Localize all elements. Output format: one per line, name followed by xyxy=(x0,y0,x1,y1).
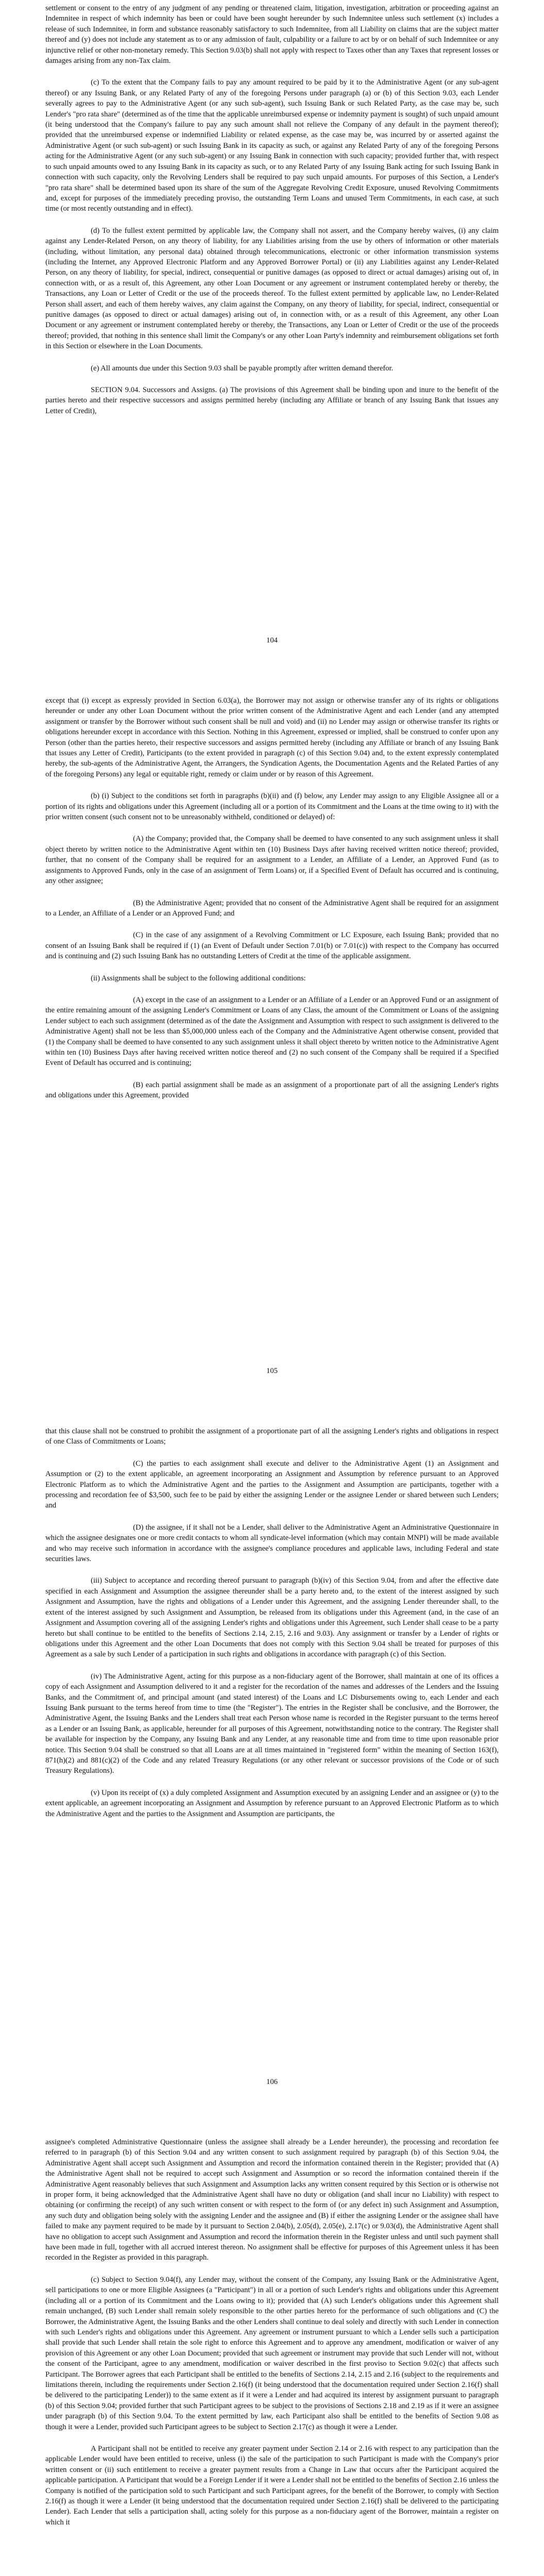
paragraph: assignee's completed Administrative Questionnaire (unless the assignee shall already be a Lender hereunder), the processing and recordation fee referred to in paragraph (b) of this Section 9.04 and any written consent to such assignment required by paragraph (b) of this Section 9.04, the Administrative Agent shall accept such Assignment and Assumption and record the information contained therein in the Register; provided that (A) the Administrative Agent shall not be required to accept such Assignment and Assumption or so record the information contained therein if the Administrative Agent reasonably believes that such Assignment and Assumption lacks any written consent required by this Section or is otherwise not in proper form, it being acknowledged that the Administrative Agent shall have no duty or obligation (and shall incur no Liability) with respect to obtaining (or confirming the receipt) of any such written consent or with respect to the form of (or any defect in) such Assignment and Assumption, any such duty and obligation being solely with the assigning Lender and the assignee and (B) if either the assigning Lender or the assignee shall have failed to make any payment required to be made by it pursuant to Section 2.04(b), 2.05(d), 2.05(e), 2.17(c) or 9.03(d), the Administrative Agent shall have no obligation to accept such Assignment and Assumption and record the information therein in the Register unless and until such payment shall have been made in full, together with all accrued interest thereon. No assignment shall be effective for purposes of this Agreement unless it has been recorded in the Register as provided in this paragraph. xyxy=(45,2138,499,2262)
page-number: 106 xyxy=(266,2078,278,2086)
page-107 xyxy=(0,2106,544,2576)
paragraph: (D) the assignee, if it shall not be a Lender, shall deliver to the Administrative Agent an Administrative Questionnaire in which the assignee designates one or more credit contacts to whom all syndicate-level information (which may contain MNPI) will be made available and who may receive such information in accordance with the assignee's compliance procedures and applicable laws, including Federal and state securities laws. xyxy=(45,1523,499,1564)
page-104 xyxy=(0,0,544,665)
paragraph: (C) in the case of any assignment of a Revolving Commitment or LC Exposure, each Issuing Bank; provided that no consent of an Issuing Bank shall be required if (1) (an Event of Default under Section 7.01(b) or 7.01(c)) with respect to the Company has occurred and is continuing and (2) such Issuing Bank has no outstanding Letters of Credit at the time of the applicable assignment. xyxy=(45,931,499,961)
paragraph: (c) To the extent that the Company fails to pay any amount required to be paid by it to the Administrative Agent (or any sub-agent thereof) or any Issuing Bank, or any Related Party of any of the foregoing Persons under paragraph (a) or (b) of this Section 9.03, each Lender severally agrees to pay to the Administrative Agent (or any such sub-agent), such Issuing Bank or such Related Party, as the case may be, such Lender's "pro rata share" (determined as of the time that the applicable unreimbursed expense or indemnity payment is sought) of such unpaid amount (it being understood that the Company's failure to pay any such amount shall not relieve the Company of any default in the payment thereof); provided that the unreimbursed expense or indemnified Liability or related expense, as the case may be, was incurred by or asserted against the Administrative Agent (or such sub-agent) or such Issuing Bank in its capacity as such, or against any Related Party of any of the foregoing Persons acting for the Administrative Agent (or any such sub-agent) or any Issuing Bank in connection with such capacity; provided further that, with respect to such unpaid amounts owed to any Issuing Bank in its capacity as such, or to any Related Party of any Issuing Bank acting for such Issuing Bank in connection with such capacity, only the Revolving Lenders shall be required to pay such unpaid amounts. For purposes of this Section, a Lender's "pro rata share" shall be determined based upon its share of the sum of the Aggregate Revolving Credit Exposure, unused Revolving Commitments and, except for purposes of the immediately preceding proviso, the outstanding Term Loans and unused Term Commitments, in each case, at such time (or most recently outstanding and in effect). xyxy=(45,78,499,213)
paragraph: (iii) Subject to acceptance and recording thereof pursuant to paragraph (b)(iv) of this Section 9.04, from and after the effective date specified in each Assignment and Assumption the assignee thereunder shall be a party hereto and, to the extent of the interest assigned by such Assignment and Assumption, have the rights and obligations of a Lender under this Agreement, and the assigning Lender thereunder shall, to the extent of the interest assigned by such Assignment and Assumption, be released from its obligations under this Agreement (and, in the case of an Assignment and Assumption covering all of the assigning Lender's rights and obligations under this Agreement, such Lender shall cease to be a party hereto but shall continue to be entitled to the benefits of Sections 2.14, 2.15, 2.16 and 9.03). Any assignment or transfer by a Lender of rights or obligations under this Agreement and the other Loan Documents that does not comply with this Section 9.04 shall be treated for purposes of this Agreement as a sale by such Lender of a participation in such rights and obligations in accordance with paragraph (c) of this Section. xyxy=(45,1577,499,1659)
paragraph: settlement or consent to the entry of any judgment of any pending or threatened claim, litigation, investigation, arbitration or proceeding against an Indemnitee in respect of which indemnity has been or could have been sought hereunder by such Indemnitee unless such settlement (x) includes a release of such Indemnitee, in form and substance reasonably satisfactory to such Indemnitee, from all Liability on claims that are the subject matter thereof and (y) does not include any statement as to or any admission of fault, culpability or a failure to act by or on behalf of such Indemnitee or any injunctive relief or other non-monetary remedy. This Section 9.03(b) shall not apply with respect to Taxes other than any Taxes that represent losses or damages arising from any non-Tax claim. xyxy=(45,4,499,65)
paragraph: (d) To the fullest extent permitted by applicable law, the Company shall not assert, and the Company hereby waives, (i) any claim against any Lender-Related Person, on any theory of liability, for any Liabilities arising from the use by others of information or other materials (including, without limitation, any personal data) obtained through telecommunications, electronic or other information transmission systems (including the Internet, any Approved Electronic Platform and any Approved Borrower Portal) or (ii) any Liabilities against any Lender-Related Person, on any theory of liability, for special, indirect, consequential or punitive damages (as opposed to direct or actual damages) arising out of, in connection with, or as a result of, this Agreement, any other Loan Document or any agreement or instrument contemplated hereby or thereby, the Transactions, any Loan or Letter of Credit or the use of the proceeds thereof. To the fullest extent permitted by applicable law, no Lender-Related Person shall assert, and each of them hereby waives, any claim against the Company, on any theory of liability, for special, indirect, consequential or punitive damages (as opposed to direct or actual damages) arising out of, in connection with, or as a result of this Agreement, any other Loan Document or any agreement or instrument contemplated hereby or thereby, the Transactions, any Loan or Letter of Credit or the use of the proceeds thereof; provided, that nothing in this sentence shall limit the Company's or any other Loan Party's indemnity and reimbursement obligations set forth in this Section or elsewhere in the Loan Documents. xyxy=(45,226,499,351)
paragraph: (iv) The Administrative Agent, acting for this purpose as a non-fiduciary agent of the Borrower, shall maintain at one of its offices a copy of each Assignment and Assumption delivered to it and a register for the recordation of the names and addresses of the Lenders and the Issuing Banks, and the Commitment of, and principal amount (and stated interest) of the Loans and LC Disbursements owing to, each Lender and each Issuing Bank pursuant to the terms hereof from time to time (the "Register"). The entries in the Register shall be conclusive, and the Borrower, the Administrative Agent, the Issuing Banks and the Lenders shall treat each Person whose name is recorded in the Register pursuant to the terms hereof as a Lender or an Issuing Bank, as applicable, hereunder for all purposes of this Agreement, notwithstanding notice to the contrary. The Register shall be available for inspection by the Company, any Issuing Bank and any Lender, at any reasonable time and from time to time upon reasonable prior notice. This Section 9.04 shall be construed so that all Loans are at all times maintained in "registered form" within the meaning of Section 163(f), 871(h)(2) and 881(c)(2) of the Code and any related Treasury Regulations (or any other relevant or successor provisions of the Code or of such Treasury Regulations). xyxy=(45,1672,499,1775)
paragraph: (A) the Company; provided that, the Company shall be deemed to have consented to any such assignment unless it shall object thereto by written notice to the Administrative Agent within ten (10) Business Days after having received written notice thereof; provided, further, that no consent of the Company shall be required for an assignment to a Lender, an Affiliate of a Lender, an Approved Fund (as to assignments to Approved Funds, only in the case of an assignment of Term Loans) or, if a Specified Event of Default has occurred and is continuing, any other assignee; xyxy=(45,835,499,886)
paragraph: (v) Upon its receipt of (x) a duly completed Assignment and Assumption executed by an assigning Lender and an assignee or (y) to the extent applicable, an agreement incorporating an Assignment and Assumption by reference pursuant to an Approved Electronic Platform as to which the Administrative Agent and the parties to the Assignment and Assumption are participants, the xyxy=(45,1788,499,1818)
paragraph: A Participant shall not be entitled to receive any greater payment under Section 2.14 or 2.16 with respect to any participation than the applicable Lender would have been entitled to receive, unless (i) the sale of the participation to such Participant is made with the Company's prior written consent or (ii) such entitlement to receive a greater payment results from a Change in Law that occurs after the Participant acquired the applicable participation. A Participant that would be a Foreign Lender if it were a Lender shall not be entitled to the benefits of Section 2.16 unless the Company is notified of the participation sold to such Participant and such Participant agrees, for the benefit of the Borrower, to comply with Section 2.16(f) as though it were a Lender (it being understood that the documentation required under Section 2.16(f) shall be delivered to the participating Lender). Each Lender that sells a participation shall, acting solely for this purpose as a non-fiduciary agent of the Borrower, maintain a register on which it xyxy=(45,2444,499,2527)
paragraph: (e) All amounts due under this Section 9.03 shall be payable promptly after written demand therefor. xyxy=(91,364,393,372)
page-106 xyxy=(0,1395,544,2106)
section-heading-paragraph: SECTION 9.04. Successors and Assigns. (a) The provisions of this Agreement shall be binding upon and inure to the benefit of the parties hereto and their respective successors and assigns permitted hereby (including any Affiliate or branch of any Issuing Bank that issues any Letter of Credit), xyxy=(45,386,499,415)
paragraph: (B) the Administrative Agent; provided that no consent of the Administrative Agent shall be required for an assignment to a Lender, an Affiliate of a Lender or an Approved Fund; and xyxy=(45,899,499,918)
paragraph: (B) each partial assignment shall be made as an assignment of a proportionate part of all the assigning Lender's rights and obligations under this Agreement, provided xyxy=(45,1080,499,1100)
paragraph: (C) the parties to each assignment shall execute and deliver to the Administrative Agent (1) an Assignment and Assumption or (2) to the extent applicable, an agreement incorporating an Assignment and Assumption by reference pursuant to an Approved Electronic Platform as to which the Administrative Agent and the parties to the Assignment and Assumption are participants, together with a processing and recordation fee of $3,500, such fee to be paid by either the assigning Lender or the assignee Lender or shared between such Lenders; and xyxy=(45,1459,499,1510)
paragraph: that this clause shall not be construed to prohibit the assignment of a proportionate part of all the assigning Lender's rights and obligations in respect of one Class of Commitments or Loans; xyxy=(45,1427,499,1446)
paragraph: (c) Subject to Section 9.04(f), any Lender may, without the consent of the Company, any Issuing Bank or the Administrative Agent, sell participations to one or more Eligible Assignees (a "Participant") in all or a portion of such Lender's rights and obligations under this Agreement (including all or a portion of its Commitment and the Loans owing to it); provided that (A) such Lender's obligations under this Agreement shall remain unchanged, (B) such Lender shall remain solely responsible to the other parties hereto for the performance of such obligations and (C) the Borrower, the Administrative Agent, the Issuing Banks and the other Lenders shall continue to deal solely and directly with such Lender in connection with such Lender's rights and obligations under this Agreement. Any agreement or instrument pursuant to which a Lender sells such a participation shall provide that such Lender shall retain the sole right to enforce this Agreement and to approve any amendment, modification or waiver of any provision of this Agreement or any other Loan Document; provided that such agreement or instrument may provide that such Lender will not, without the consent of the Participant, agree to any amendment, modification or waiver described in the first proviso to Section 9.02(c) that affects such Participant. The Borrower agrees that each Participant shall be entitled to the benefits of Sections 2.14, 2.15 and 2.16 (subject to the requirements and limitations therein, including the requirements under Section 2.16(f) (it being understood that the documentation required under Section 2.16(f) shall be delivered to the participating Lender)) to the same extent as if it were a Lender and had acquired its interest by assignment pursuant to paragraph (b) of this Section 9.04; provided further that such Participant agrees to be subject to the provisions of Sections 2.18 and 2.19 as if it were an assignee under paragraph (b) of this Section 9.04. To the extent permitted by law, each Participant also shall be entitled to the benefits of Section 9.08 as though it were a Lender, provided such Participant agrees to be subject to Section 2.17(c) as though it were a Lender. xyxy=(45,2275,499,2431)
paragraph: (b) (i) Subject to the conditions set forth in paragraphs (b)(ii) and (f) below, any Lender may assign to any Eligible Assignee all or a portion of its rights and obligations under this Agreement (including all or a portion of its Commitment and the Loans at the time owing to it) with the prior written consent (such consent not to be unreasonably withheld, conditioned or delayed) of: xyxy=(45,792,499,822)
page-number: 104 xyxy=(266,636,278,645)
page-number: 105 xyxy=(266,1367,278,1375)
paragraph: (ii) Assignments shall be subject to the following additional conditions: xyxy=(91,974,306,982)
paragraph: except that (i) except as expressly provided in Section 6.03(a), the Borrower may not assign or otherwise transfer any of its rights or obligations hereunder or under any other Loan Document without the prior written consent of the Administrative Agent and each Lender (and any attempted assignment or transfer by the Borrower without such consent shall be null and void) and (ii) no Lender may assign or otherwise transfer its rights or obligations hereunder except in accordance with this Section. Nothing in this Agreement, expressed or implied, shall be construed to confer upon any Person (other than the parties hereto, their respective successors and assigns permitted hereby (including any Affiliate or branch of any Issuing Bank that issues any Letter of Credit), Participants (to the extent provided in paragraph (c) of this Section 9.04) and, to the extent expressly contemplated hereby, the sub-agents of the Administrative Agent, the Arrangers, the Syndication Agents, the Documentation Agents and the Related Parties of any of the foregoing Persons) any legal or equitable right, remedy or claim under or by reason of this Agreement. xyxy=(45,697,499,778)
page-105 xyxy=(0,665,544,1395)
paragraph: (A) except in the case of an assignment to a Lender or an Affiliate of a Lender or an Approved Fund or an assignment of the entire remaining amount of the assigning Lender's Commitment or Loans of any Class, the amount of the Commitment or Loans of the assigning Lender subject to each such assignment (determined as of the date the Assignment and Assumption with respect to such assignment is delivered to the Administrative Agent) shall not be less than $5,000,000 unless each of the Company and the Administrative Agent otherwise consent, provided that (1) the Company shall be deemed to have consented to any such assignment unless it shall object thereto by written notice to the Administrative Agent within ten (10) Business Days after having received written notice thereof and (2) no such consent of the Company shall be required if a Specified Event of Default has occurred and is continuing; xyxy=(45,995,499,1067)
